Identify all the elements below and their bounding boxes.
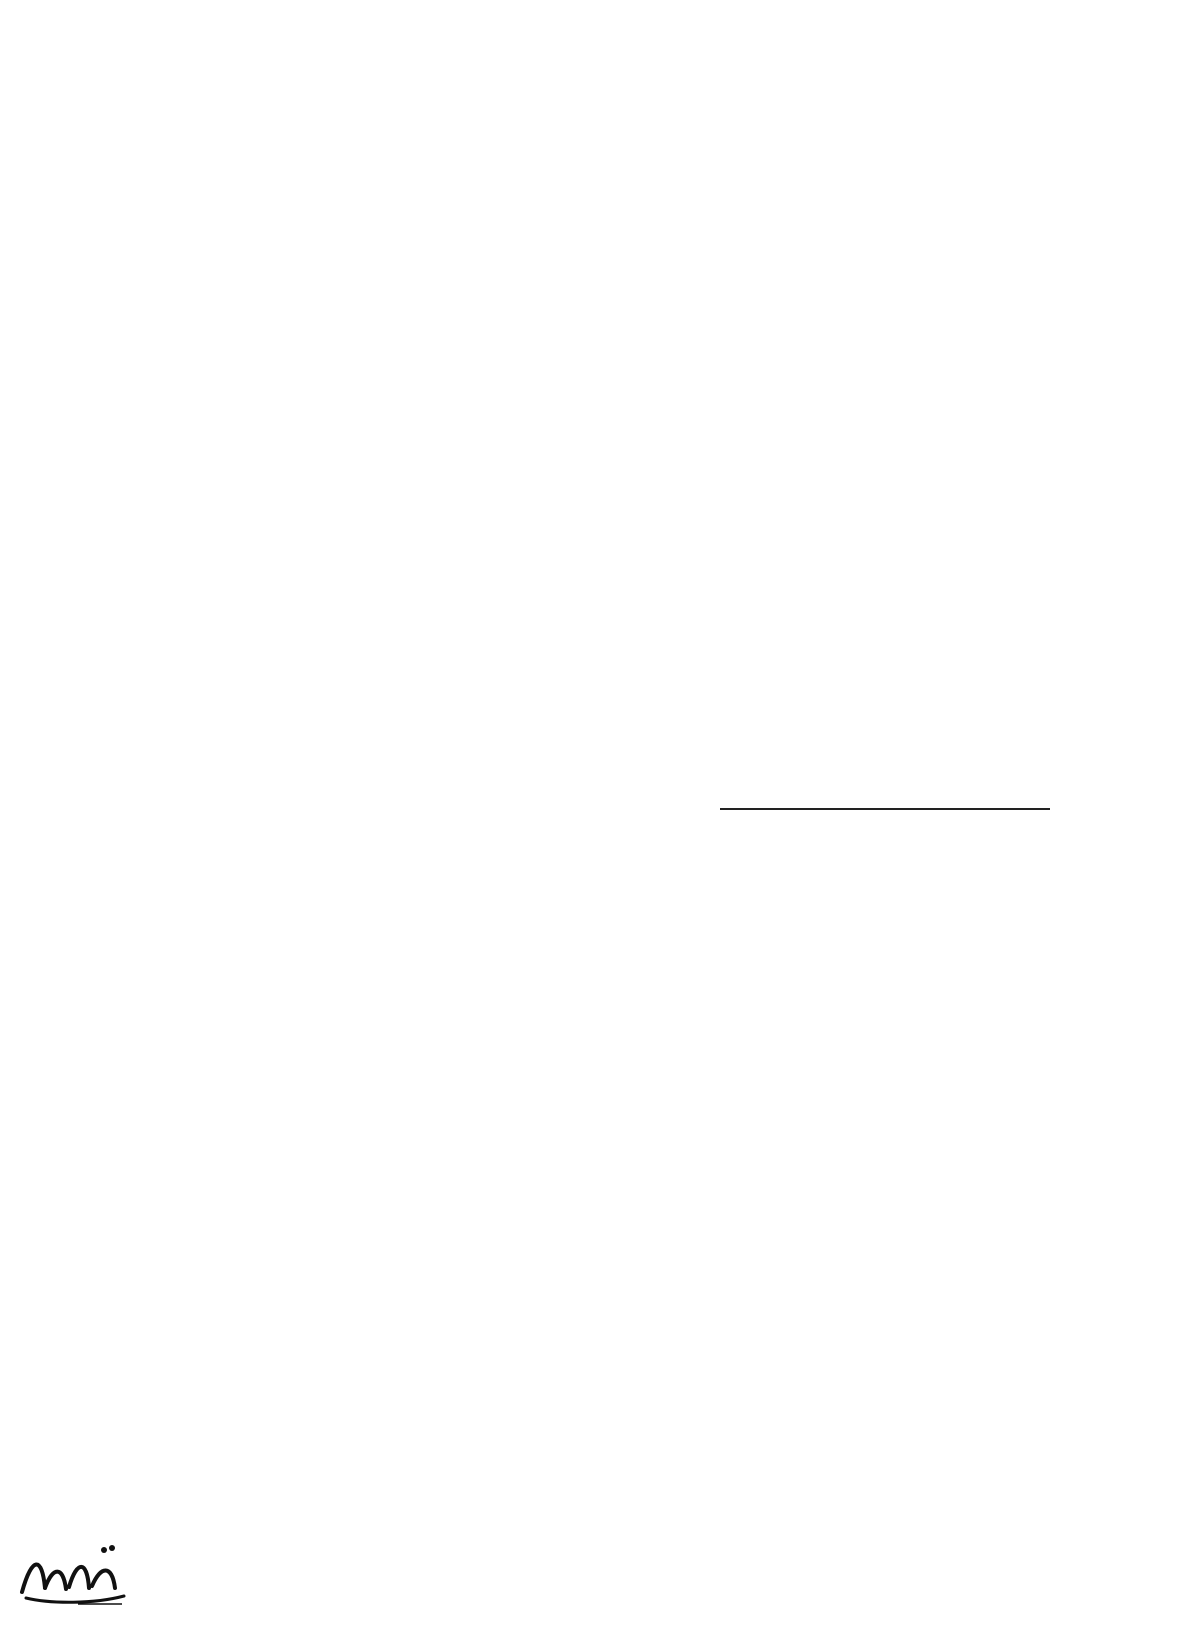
footnote-6	[130, 1344, 1055, 1484]
main-text	[130, 168, 1055, 798]
footnote-text	[130, 1034, 1003, 1124]
footnote-text	[130, 1238, 1003, 1283]
footnote-line	[130, 1079, 1003, 1124]
page-header	[180, 60, 1005, 130]
body-line	[130, 357, 1055, 420]
footnote-7	[130, 1492, 1055, 1586]
footnote-3	[130, 1136, 1055, 1230]
footnote-line	[130, 1434, 1003, 1479]
footnote-2	[130, 1034, 1055, 1128]
body-line	[130, 231, 1055, 294]
footnote-text	[130, 1291, 1003, 1336]
footnote-text	[130, 830, 1003, 1010]
footnote-line	[130, 1181, 1003, 1226]
footnotes	[130, 830, 1055, 1594]
footnote-line	[130, 1238, 1003, 1283]
body-line	[130, 483, 1055, 546]
footnote-line	[130, 1136, 1003, 1181]
body-line	[130, 672, 1055, 735]
body-line	[130, 294, 1055, 357]
footnote-text	[130, 1136, 1003, 1226]
footnote-line	[130, 830, 1003, 875]
body-line	[130, 546, 1055, 609]
body-line	[130, 420, 1055, 483]
footnote-line	[130, 875, 1003, 920]
footnote-line	[130, 1389, 1003, 1434]
calligraphy-seal-icon	[14, 1538, 132, 1610]
footnote-line	[130, 920, 1003, 965]
footnote-line	[130, 1537, 1003, 1582]
footnote-separator	[720, 808, 1050, 810]
footnote-4	[130, 1238, 1055, 1283]
body-line	[130, 168, 1055, 231]
footnote-line	[130, 1492, 1003, 1537]
footnote-line	[130, 1344, 1003, 1389]
footnote-line	[130, 1034, 1003, 1079]
footnote-text	[130, 1344, 1003, 1479]
footnote-1	[130, 830, 1055, 1026]
body-line	[130, 609, 1055, 672]
body-line	[130, 735, 1055, 798]
footnote-line	[130, 965, 1003, 1010]
footnote-5	[130, 1291, 1055, 1336]
footnote-text	[130, 1492, 1003, 1582]
footnote-line	[130, 1291, 1003, 1336]
